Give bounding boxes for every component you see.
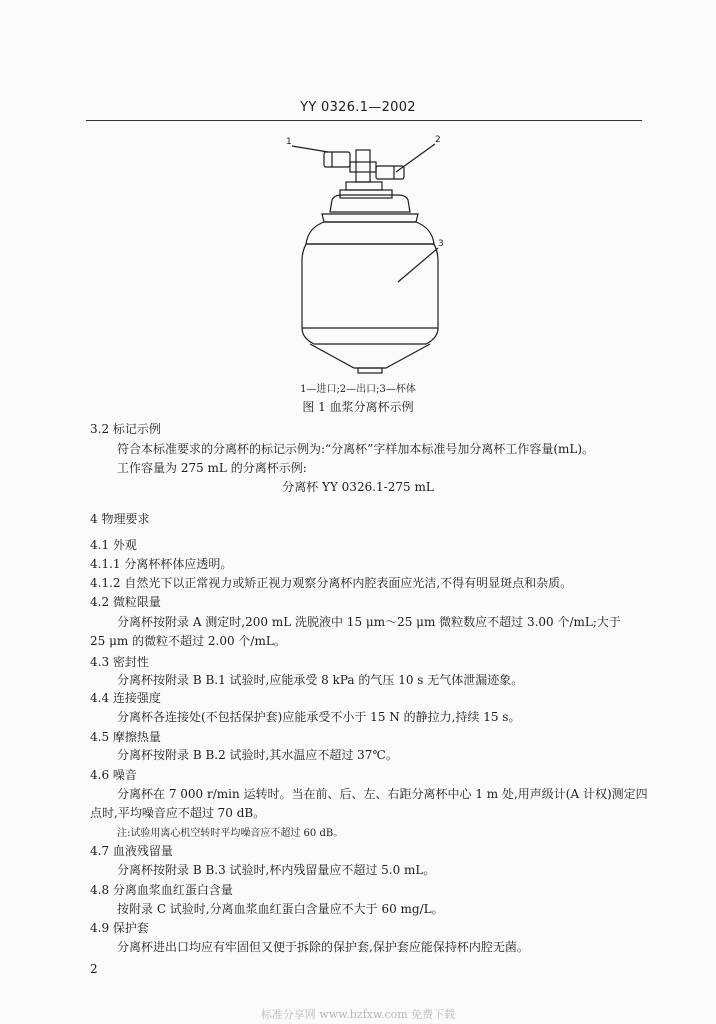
callout-line-2: [396, 144, 435, 172]
header-standard-id: YY 0326.1—2002: [300, 100, 416, 115]
section-4-2-text-2: 25 μm 的微粒不超过 2.00 个/mL。: [90, 634, 286, 648]
section-4-7-text: 分离杯按附录 B B.3 试验时,杯内残留量应不超过 5.0 mL。: [117, 863, 436, 877]
section-4-6-title: 4.6 噪音: [90, 768, 137, 782]
section-4-4-title: 4.4 连接强度: [90, 691, 161, 705]
page-number: 2: [90, 962, 98, 976]
plasma-separator-bowl-figure: [270, 132, 470, 382]
callout-1: 1: [286, 137, 292, 147]
section-4-1-2: 4.1.2 自然光下以正常视力或矫正视力观察分离杯内腔表面应光洁,不得有明显斑点和杂质。: [90, 576, 573, 590]
header-rule: [86, 120, 642, 121]
section-4-5-title: 4.5 摩擦热量: [90, 730, 161, 744]
section-4-8-text: 按附录 C 试验时,分离血浆血红蛋白含量应不大于 60 mg/L。: [117, 902, 444, 916]
section-4-9-text: 分离杯进出口均应有牢固但又便于拆除的保护套,保护套应能保持杯内腔无菌。: [117, 940, 529, 954]
callout-line-1: [292, 146, 328, 152]
footer-watermark: 标准分享网 www.bzfxw.com 免费下载: [260, 1008, 456, 1021]
section-4-title: 4 物理要求: [90, 512, 150, 526]
section-4-4-text: 分离杯各连接处(不包括保护套)应能承受不小于 15 N 的静拉力,持续 15 s。: [117, 710, 521, 724]
section-4-6-note: 注:试验用离心机空转时平均噪音应不超过 60 dB。: [117, 828, 344, 839]
section-4-1-title: 4.1 外观: [90, 538, 137, 552]
section-3-2-text-1: 符合本标准要求的分离杯的标记示例为:“分离杯”字样加本标准号加分离杯工作容量(mL)。: [117, 442, 595, 456]
bowl-body: [302, 244, 438, 344]
section-3-2-example: 分离杯 YY 0326.1-275 mL: [282, 480, 434, 494]
section-4-5-text: 分离杯按附录 B B.2 试验时,其水温应不超过 37℃。: [117, 748, 398, 762]
figure-parts-legend: 1—进口;2—出口;3—杯体: [300, 384, 416, 395]
outlet-fitting: [376, 166, 404, 179]
section-4-6-text-1: 分离杯在 7 000 r/min 运转时。当在前、后、左、右距分离杯中心 1 m 处,用声级计(A 计权)测定四: [117, 787, 648, 801]
figure-caption: 图 1 血浆分离杯示例: [302, 400, 414, 414]
section-4-3-text: 分离杯按附录 B B.1 试验时,应能承受 8 kPa 的气压 10 s 无气体泄漏迹象。: [117, 673, 524, 687]
callout-line-3: [398, 248, 438, 282]
section-4-9-title: 4.9 保护套: [90, 921, 149, 935]
center-stem: [356, 150, 370, 182]
callout-2: 2: [435, 135, 441, 145]
section-4-1-1: 4.1.1 分离杯杯体应透明。: [90, 557, 233, 571]
callout-3: 3: [438, 239, 444, 249]
section-3-2-text-2: 工作容量为 275 mL 的分离杯示例:: [117, 461, 307, 475]
inlet-fitting: [324, 152, 350, 167]
section-4-8-title: 4.8 分离血浆血红蛋白含量: [90, 883, 233, 897]
section-4-3-title: 4.3 密封性: [90, 655, 149, 669]
section-4-2-text-1: 分离杯按附录 A 测定时,200 mL 洗脱液中 15 μm～25 μm 微粒数应不超过 3.00 个/mL;大于: [117, 615, 621, 629]
bowl-bottom: [310, 344, 430, 368]
section-3-2-title: 3.2 标记示例: [90, 422, 161, 436]
section-4-7-title: 4.7 血液残留量: [90, 844, 173, 858]
section-4-2-title: 4.2 微粒限量: [90, 595, 161, 609]
section-4-6-text-2: 点时,平均噪音应不超过 70 dB。: [90, 806, 266, 820]
